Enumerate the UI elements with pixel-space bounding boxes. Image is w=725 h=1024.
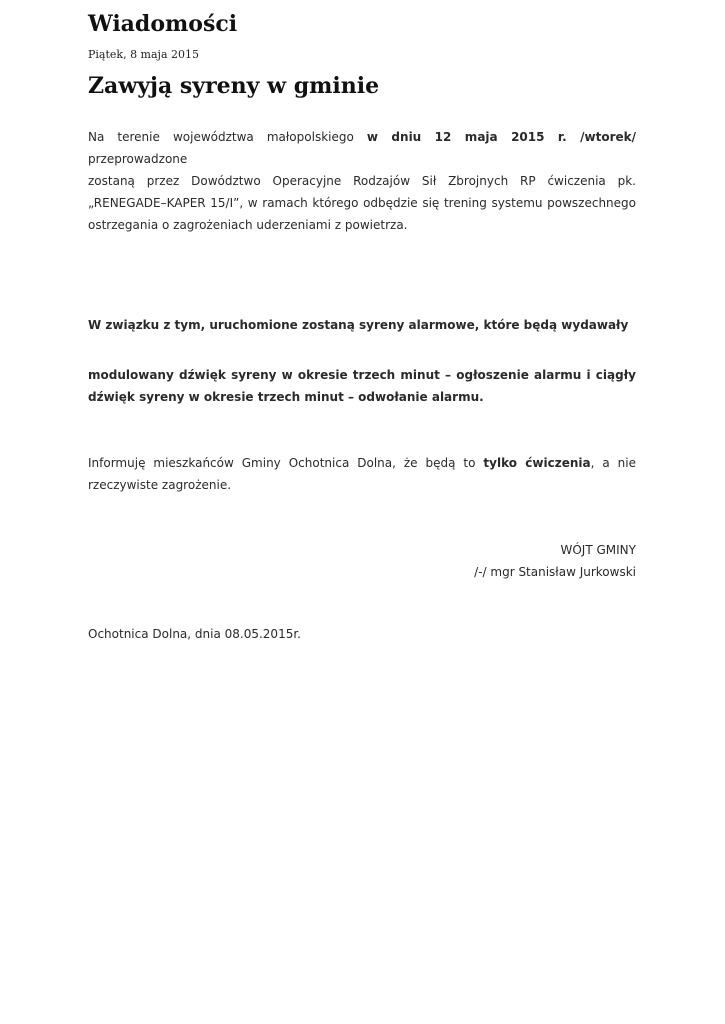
paragraph-line: ostrzegania o zagrożeniach uderzeniami z powietrza. [88, 218, 408, 232]
place-and-date: Ochotnica Dolna, dnia 08.05.2015r. [88, 627, 301, 641]
paragraph-information [88, 452, 636, 496]
paragraph-siren-signals [88, 364, 636, 408]
paragraph-line [88, 126, 636, 170]
publication-date: Piątek, 8 maja 2015 [88, 48, 200, 61]
document-page [88, 0, 636, 645]
paragraph-line: rzeczywiste zagrożenie. [88, 478, 232, 492]
paragraph-line: zostaną przez Dowództwo Operacyjne Rodzajów Sił Zbrojnych RP ćwiczenia pk. [88, 174, 636, 188]
text-segment: Na terenie województwa małopolskiego [88, 130, 367, 144]
signature-role: WÓJT GMINY [560, 543, 636, 557]
text-segment: Informuję mieszkańców Gminy Ochotnica Dolna, że będą to [88, 456, 484, 470]
text-segment: przeprowadzone [88, 152, 188, 166]
paragraph-sirens: W związku z tym, uruchomione zostaną syreny alarmowe, które będą wydawały [88, 318, 629, 332]
paragraph-line: „RENEGADE–KAPER 15/I”, w ramach którego odbędzie się trening systemu powszechnego [88, 196, 636, 210]
signature-name: /-/ mgr Stanisław Jurkowski [474, 565, 636, 579]
paragraph-line: modulowany dźwięk syreny w okresie trzech minut – ogłoszenie alarmu i ciągły [88, 368, 636, 382]
bold-exercise-text: tylko ćwiczenia [483, 456, 591, 470]
section-title: Wiadomości [88, 11, 238, 37]
signature-block [88, 539, 636, 583]
text-segment: , a nie [590, 456, 636, 470]
bold-date-text: w dniu 12 maja 2015 r. /wtorek/ [366, 130, 636, 144]
paragraph-line: dźwięk syreny w okresie trzech minut – odwołanie alarmu. [88, 390, 484, 404]
paragraph-line [88, 452, 636, 474]
article-title: Zawyją syreny w gminie [88, 73, 380, 99]
paragraph-announcement [88, 126, 636, 236]
